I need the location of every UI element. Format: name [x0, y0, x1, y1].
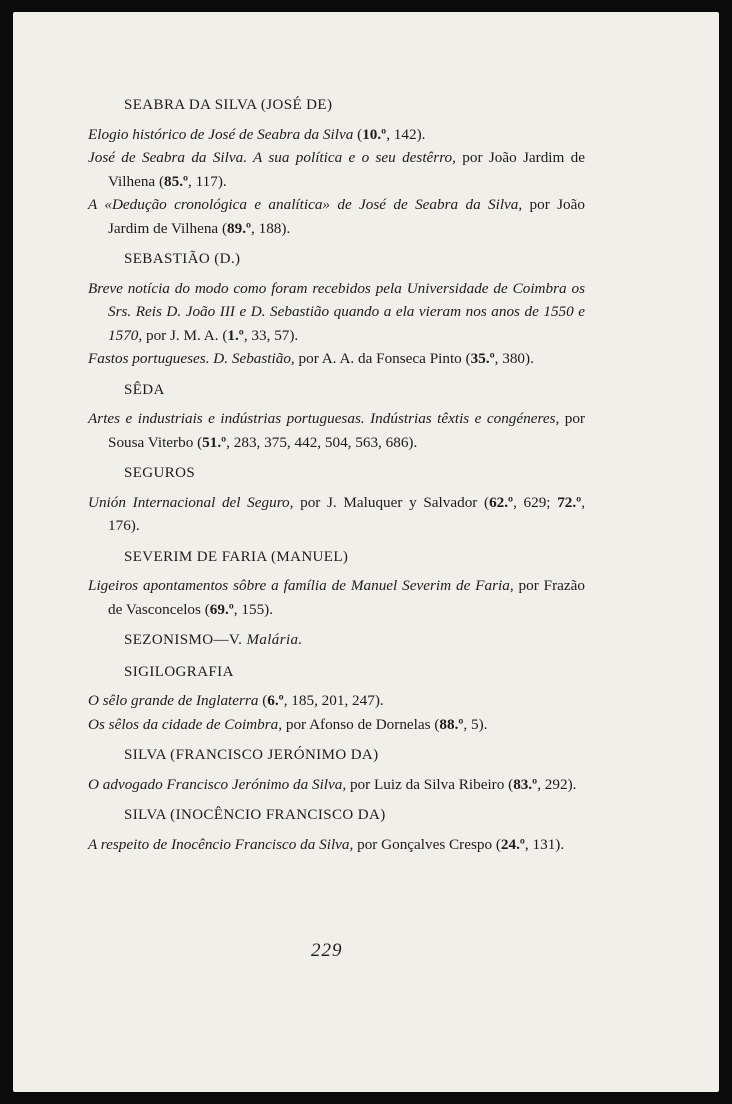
index-section — [88, 744, 585, 796]
index-entry: Artes e industriais e indústrias portuguesas. Indústrias têxtis e congéneres, por Sousa Viterbo (51.º, 283, 375, 442, 504, 563, 686). — [88, 410, 585, 451]
volume-number: 69.º — [209, 600, 234, 618]
entry-title: Artes e industriais e indústrias portuguesas. Indústrias têxtis e congéneres, — [88, 410, 560, 427]
entry-title: A respeito de Inocêncio Francisco da Silva, — [88, 835, 354, 853]
entry-title: Ligeiros apontamentos sôbre a família de Manuel Severim de Faria, — [88, 577, 514, 594]
index-section — [88, 379, 585, 455]
index-entry: Unión Internacional del Seguro, por J. Maluquer y Salvador (62.º, 629; 72.º, 176). — [88, 493, 585, 534]
volume-number: 83.º — [513, 775, 538, 793]
index-section — [88, 629, 585, 653]
section-heading: SEABRA DA SILVA (JOSÉ DE) — [124, 97, 333, 113]
entry-title: Elogio histórico de José de Seabra da Silva — [88, 125, 354, 143]
section-heading: SEBASTIÃO (D.) — [124, 251, 241, 267]
section-heading: SILVA (INOCÊNCIO FRANCISCO DA) — [124, 807, 386, 823]
index-section — [88, 94, 585, 240]
index-entry: Elogio histórico de José de Seabra da Silva (10.º, 142). — [88, 125, 426, 143]
index-section — [88, 661, 585, 737]
section-heading: SEZONISMO—V. Malária. — [124, 632, 303, 648]
index-section — [88, 248, 585, 371]
book-page — [13, 12, 719, 1092]
volume-number: 88.º — [439, 715, 464, 733]
section-heading: SIGILOGRAFIA — [124, 663, 234, 680]
index-column — [88, 94, 585, 864]
volume-number: 51.º — [202, 433, 227, 451]
volume-number: 1.º — [227, 326, 244, 344]
entry-title: Fastos portugueses. D. Sebastião, — [88, 350, 295, 367]
section-heading: SEVERIM DE FARIA (MANUEL) — [124, 548, 349, 565]
index-entry: O advogado Francisco Jerónimo da Silva, por Luiz da Silva Ribeiro (83.º, 292). — [88, 775, 577, 793]
cross-reference: Malária. — [242, 632, 303, 648]
section-heading: SEGUROS — [124, 465, 196, 481]
index-section — [88, 546, 585, 622]
entry-title: José de Seabra da Silva. A sua política e o seu destêrro, — [88, 149, 456, 166]
entry-title: Unión Internacional del Seguro, — [88, 493, 294, 511]
entry-title: Breve notícia do modo como foram recebidos pela Universidade de Coimbra os Srs. Reis D. João III e D. Sebastião quando a ela vieram nos anos de 1550 e 1570, — [88, 279, 585, 344]
entry-title: O sêlo grande de Inglaterra — [88, 692, 259, 709]
volume-number: 6.º — [267, 692, 284, 709]
volume-number: 62.º — [489, 493, 514, 511]
index-entry: Ligeiros apontamentos sôbre a família de Manuel Severim de Faria, por Frazão de Vasconcelos (69.º, 155). — [88, 577, 586, 618]
volume-number: 85.º — [164, 172, 189, 190]
page-number: 229 — [311, 940, 343, 961]
entry-title: A «Dedução cronológica e analítica» de José de Seabra da Silva, — [88, 196, 523, 213]
index-entry: A «Dedução cronológica e analítica» de José de Seabra da Silva, por João Jardim de Vilhena (89.º, 188). — [88, 196, 585, 237]
index-entry: A respeito de Inocêncio Francisco da Silva, por Gonçalves Crespo (24.º, 131). — [88, 835, 565, 853]
volume-number: 24.º — [500, 835, 525, 853]
entry-title: O advogado Francisco Jerónimo da Silva, — [88, 775, 347, 793]
index-entry: Fastos portugueses. D. Sebastião, por A. A. da Fonseca Pinto (35.º, 380). — [88, 350, 534, 367]
volume-number: 35.º — [470, 350, 495, 367]
volume-number: 72.º — [557, 493, 582, 511]
index-entry: Breve notícia do modo como foram recebidos pela Universidade de Coimbra os Srs. Reis D. João III e D. Sebastião quando a ela vieram nos anos de 1550 e 1570, por J. M. A. (1.º, 33, 57). — [88, 279, 585, 344]
index-entry: José de Seabra da Silva. A sua política e o seu destêrro, por João Jardim de Vilhena (85.º, 117). — [88, 149, 585, 190]
index-entry: O sêlo grande de Inglaterra (6.º, 185, 201, 247). — [88, 692, 384, 709]
entry-title: Os sêlos da cidade de Coimbra, — [88, 715, 283, 733]
section-heading: SÊDA — [124, 381, 165, 398]
section-heading: SILVA (FRANCISCO JERÓNIMO DA) — [124, 747, 379, 763]
index-section — [88, 804, 585, 856]
volume-number: 10.º — [362, 125, 387, 143]
index-section — [88, 462, 585, 538]
volume-number: 89.º — [227, 219, 252, 237]
index-entry: Os sêlos da cidade de Coimbra, por Afonso de Dornelas (88.º, 5). — [88, 715, 488, 733]
